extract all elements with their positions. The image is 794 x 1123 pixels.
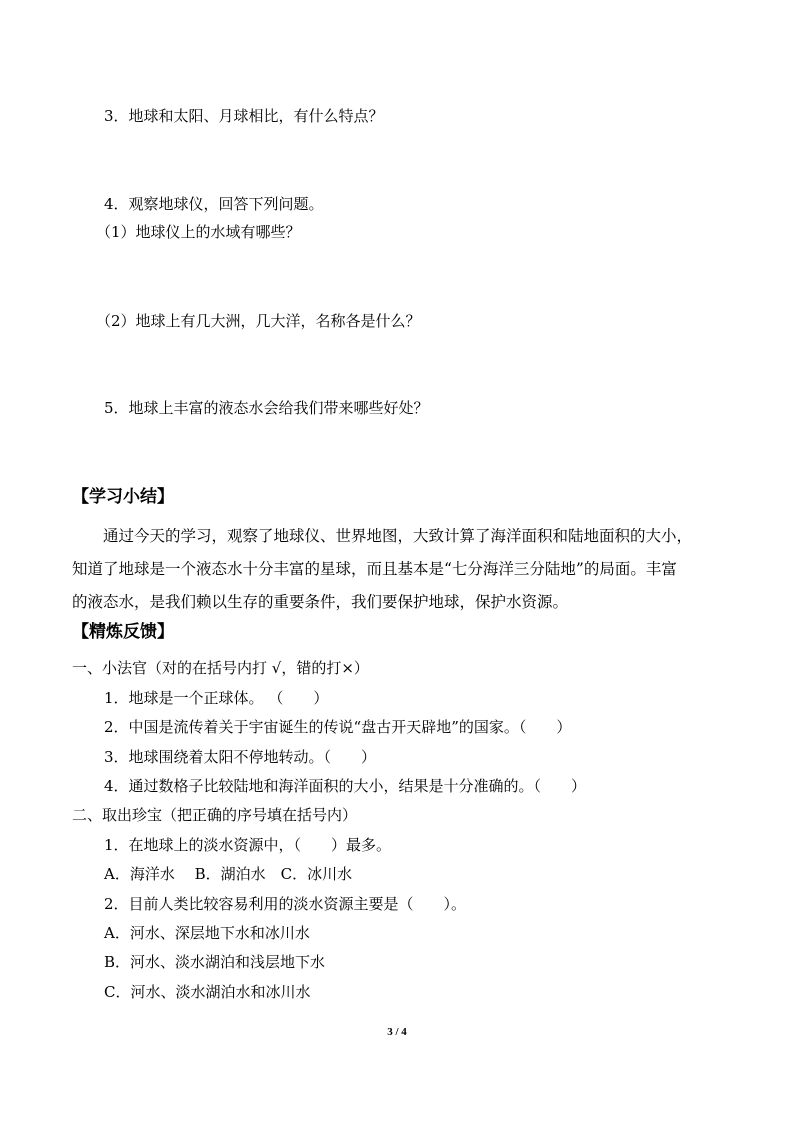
part2-question-1-options: A．海洋水 B．湖泊水 C．冰川水 xyxy=(104,865,353,883)
question-4: 4．观察地球仪，回答下列问题。 xyxy=(104,195,324,213)
question-4-2: （2）地球上有几大洲，几大洋，名称各是什么？ xyxy=(96,312,421,330)
part2-option-c: C．河水、淡水湖泊水和冰川水 xyxy=(104,983,311,1001)
part2-title: 二、取出珍宝（把正确的序号填在括号内） xyxy=(72,806,358,824)
summary-line-3: 的液态水，是我们赖以生存的重要条件，我们要保护地球，保护水资源。 xyxy=(72,593,569,611)
question-3: 3．地球和太阳、月球相比，有什么特点？ xyxy=(104,107,384,125)
summary-line-2: 知道了地球是一个液态水十分丰富的星球，而且基本是“七分海洋三分陆地”的局面。丰富 xyxy=(72,560,677,578)
question-5: 5．地球上丰富的液态水会给我们带来哪些好处？ xyxy=(104,399,429,417)
part1-item-4: 4．通过数格子比较陆地和海洋面积的大小，结果是十分准确的。（ ） xyxy=(104,777,587,795)
summary-paragraph xyxy=(72,520,732,619)
part2-question-2: 2．目前人类比较容易利用的淡水资源主要是（ ）。 xyxy=(104,895,467,913)
page-number: 3 / 4 xyxy=(387,1026,407,1038)
summary-line-1: 通过今天的学习，观察了地球仪、世界地图，大致计算了海洋面积和陆地面积的大小， xyxy=(103,527,693,545)
feedback-heading: 【精炼反馈】 xyxy=(72,622,174,642)
part1-item-2: 2．中国是流传着关于宇宙诞生的传说“盘古开天辟地”的国家。（ ） xyxy=(104,718,572,736)
part1-title: 一、小法官（对的在括号内打 √，错的打×） xyxy=(72,659,369,677)
part1-item-1: 1．地球是一个正球体。 （ ） xyxy=(104,689,329,707)
summary-heading: 【学习小结】 xyxy=(72,487,174,507)
part2-option-b: B．河水、淡水湖泊和浅层地下水 xyxy=(104,953,326,971)
part2-question-1: 1．在地球上的淡水资源中，（ ）最多。 xyxy=(104,836,392,854)
question-4-1: （1）地球仪上的水域有哪些？ xyxy=(96,223,301,241)
part2-option-a: A．河水、深层地下水和冰川水 xyxy=(104,924,310,942)
part1-item-3: 3．地球围绕着太阳不停地转动。（ ） xyxy=(104,748,377,766)
